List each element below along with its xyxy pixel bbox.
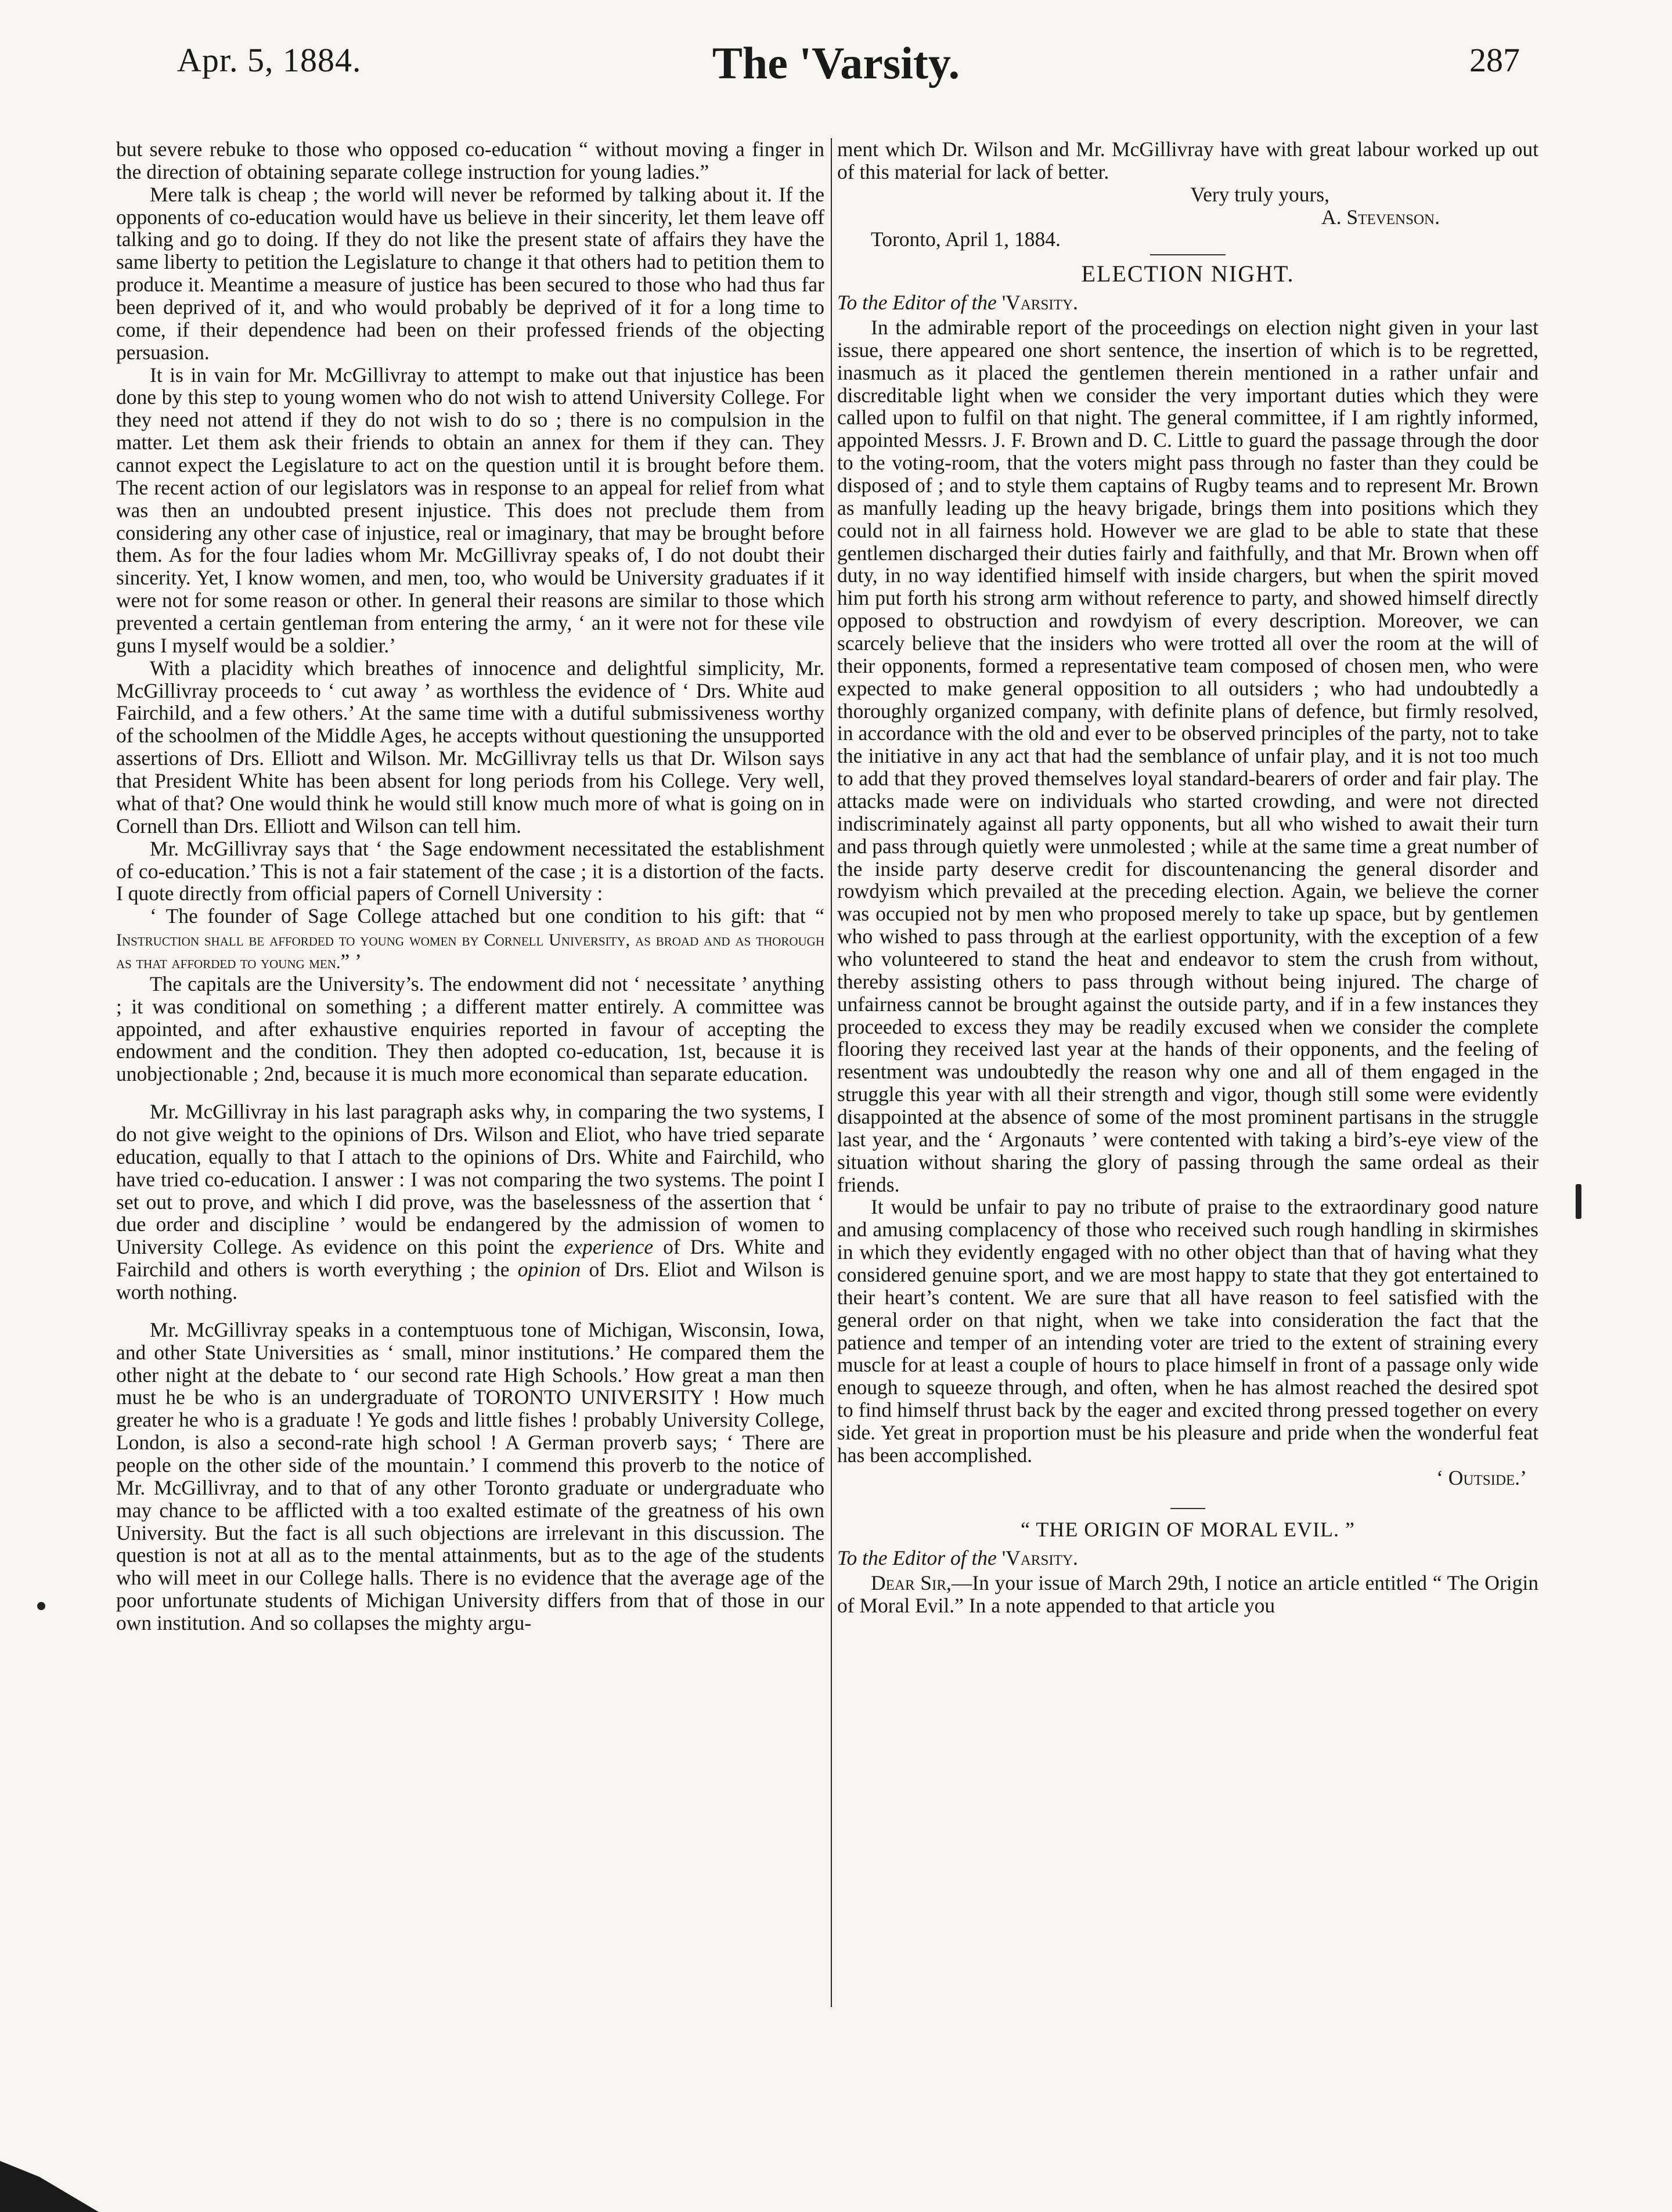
paragraph: It is in vain for Mr. McGillivray to attempt to make out that injustice has been done by this step to young women who do not wish to attend University College. For they need not attend if they do not wish to do so ; there is no compulsion in the matter. Let them ask their friends to obtain an annex for them if they can. They cannot expect the Legislature to act on the question until it is brought before them. The recent action of our legislators was in response to an appeal for relief from what was then an undoubted present injustice. This does not preclude them from considering any other case of injustice, real or imaginary, that may be brought before them. As for the four ladies whom Mr. McGillivray speaks of, I do not doubt their sincerity. Yet, I know women, and men, too, who would be University graduates if it were not for some reason or other. In general their reasons are similar to those which prevented a certain gentleman from entering the army, ‘ an it were not for these vile guns I myself would be a soldier.’ xyxy=(116,363,824,657)
paragraph: Mere talk is cheap ; the world will never be reformed by talking about it. If the opponents of co-education would have us believe in their sincerity, let them leave off talking and go to doing. If they do not like the present state of affairs they have the same liberty to petition the Legislature to change it that others had to petition them to produce it. Meantime a measure of justice has been secured to those who had thus far been deprived of it, and who would probably be deprived of it for a long time to come, if their dependence had been on their professed friends of the objecting persuasion. xyxy=(116,182,824,364)
newspaper-title: The 'Varsity. xyxy=(712,38,960,88)
emphasis: experience xyxy=(564,1235,654,1259)
signature: ‘ Outside.’ xyxy=(1436,1466,1527,1489)
editor-prefix: To the Editor of the xyxy=(837,291,1002,315)
paragraph xyxy=(837,1572,1538,1617)
text: —In your issue of March 29th, I notice an article entitled “ The Origin of Moral Evil.” In a note appended to that article you xyxy=(837,1571,1538,1617)
paper-name: 'Varsity. xyxy=(1001,1546,1078,1570)
spacer xyxy=(116,1304,824,1319)
ink-spot xyxy=(37,1602,45,1610)
article-heading: “ THE ORIGIN OF MORAL EVIL. ” xyxy=(1021,1517,1355,1541)
spacer xyxy=(116,1085,824,1100)
paragraph: Mr. McGillivray speaks in a contemptuous tone of Michigan, Wisconsin, Iowa, and other State Universities as ‘ small, minor institutions.’ He compared them the other night at the debate to ‘ our second rate High Schools.’ How great a man then must he be who is an undergraduate of TORONTO UNIVERSITY ! How much greater he who is a graduate ! Ye gods and little fishes ! probably University College, London, is also a second-rate high school ! A German proverb says; ‘ There are people on the other side of the mountain.’ I commend this proverb to the notice of Mr. McGillivray, and to that of any other Toronto graduate or undergraduate who may chance to be afflicted with a too exalted estimate of the greatness of his own University. But the fact is all such objections are irrelevant in this discussion. The question is not at all as to the mental attainments, but as to the age of the students who will meet in our College halls. There is no evidence that the average age of the poor unfortunate students of Michigan University differs from that of those in our own institution. And so collapses the mighty argu- xyxy=(116,1318,824,1634)
right-column xyxy=(837,138,1538,1617)
signature: A. Stevenson. xyxy=(1321,205,1440,229)
editor-line xyxy=(837,291,1538,314)
closing: Very truly yours, xyxy=(1190,182,1329,206)
page-number: 287 xyxy=(1469,41,1520,79)
text: Mr. McGillivray in his last paragraph asks why, in comparing the two systems, I do not give weight to the opinions of Drs. Wilson and Eliot, who have tried separate education, equally to that I attach to the opinions of Drs. White and Fairchild, who have tried co-education. I answer : I was not comparing the two systems. The point I set out to prove, and which I did prove, was the baselessness of the assertion that ‘ due order and discipline ’ would be endangered by the admission of women to University College. As evidence on this point the xyxy=(116,1100,824,1259)
paragraph xyxy=(116,1100,824,1304)
dateline: Toronto, April 1, 1884. xyxy=(871,228,1061,251)
page-corner-shadow xyxy=(0,2148,99,2212)
paper-name: 'Varsity. xyxy=(1001,291,1078,315)
salutation: Dear Sir, xyxy=(871,1571,952,1594)
section-rule xyxy=(1150,254,1226,255)
issue-date: Apr. 5, 1884. xyxy=(177,41,362,79)
editor-prefix: To the Editor of the xyxy=(837,1546,1002,1570)
quote-text: ‘ The founder of Sage College attached but one condition to his gift: that “ xyxy=(150,904,824,928)
paragraph: In the admirable report of the proceedings on election night given in your last issue, there appeared one short sentence, the insertion of which is to be regretted, inasmuch as it placed the gentlemen therein mentioned in a rather unfair and discreditable light when we consider the very important duties which they were called upon to fulfil on that night. The general committee, if I am rightly informed, appointed Messrs. J. F. Brown and D. C. Little to guard the passage through the door to the voting-room, that the voters might pass through no faster than they could be disposed of ; and to style them captains of Rugby teams and to represent Mr. Brown as manfully leading up the heavy brigade, brings them into positions which they could not in all fairness hold. However we are glad to be able to state that these gentlemen discharged their duties fairly and faithfully, and that Mr. Brown when off duty, in no way identified himself with inside chargers, but when the spirit moved him put forth his strong arm without reference to party, and showed himself directly opposed to obstruction and rowdyism of every description. Moreover, we can scarcely believe that the insiders who were trotted all over the room at the will of their opponents, formed a representative team composed of chosen men, who were expected to make general opposition to all outsiders ; who had undoubtedly a thoroughly organized company, with definite plans of defence, but firmly resolved, in accordance with the old and ever to be observed principles of the party, not to take the initiative in any act that had the semblance of unfair play, and it is not too much to add that they proved themselves loyal standard-bearers of order and fair play. The attacks made were on individuals who started crowding, and were not directed indiscriminately against all party opponents, but all who wished to await their turn and pass through quietly were unmolested ; while at the same time a great number of the inside party deserve credit for discountenancing the general disorder and rowdyism which prevailed at the preceding election. Again, we believe the corner was occupied not by men who proposed merely to take up space, but by gentlemen who wished to pass through at the earliest opportunity, with the exception of a few who volunteered to stand the heat and endeavor to stem the crush from without, thereby assisting others to pass through without being injured. The charge of unfairness cannot be brought against the outside party, and if in a few instances they proceeded to excess they may be readily excused when we consider the complete flooring they received last year at the hands of their opponents, and the feeling of resentment was undoubtedly the reason why one and all of them engaged in the struggle this year with all their strength and vigor, though still some were evidently disappointed at the absence of some of the most prominent partisans in the struggle last year, and the ‘ Argonauts ’ were contented with taking a bird’s-eye view of the situation without sharing the glory of passing through the same ordeal as their friends. xyxy=(837,315,1538,1196)
quote-close: ” ’ xyxy=(340,949,362,973)
paragraph: The capitals are the University’s. The endowment did not ‘ necessitate ’ anything ; it was conditional on something ; a different matter entirely. A committee was appointed, and after exhaustive enquiries reported in favour of accepting the endowment and the condition. They then adopted co-education, 1st, because it is unobjectionable ; 2nd, because it is much more economical than separate education. xyxy=(116,972,824,1086)
quote-capitals: Instruction shall be afforded to young women by Cornell University, as broad and as thorough as that afforded to young men. xyxy=(116,930,824,972)
masthead xyxy=(0,38,1672,116)
column-divider xyxy=(831,138,832,2007)
paragraph: Mr. McGillivray says that ‘ the Sage endowment necessitated the establishment of co-education.’ This is not a fair statement of the case ; it is a distortion of the facts. I quote directly from official papers of Cornell University : xyxy=(116,836,824,905)
left-column xyxy=(116,138,824,1634)
quotation xyxy=(116,905,824,973)
text: of Drs. Eliot and Wilson is worth nothing. xyxy=(116,1258,824,1304)
editor-line xyxy=(837,1547,1538,1569)
article-heading: ELECTION NIGHT. xyxy=(1081,261,1295,287)
paragraph: but severe rebuke to those who opposed co-education “ without moving a finger in the direction of obtaining separate college instruction for young ladies.” xyxy=(116,138,824,183)
paragraph: With a placidity which breathes of innocence and delightful simplicity, Mr. McGillivray proceeds to ‘ cut away ’ as worthless the evidence of ‘ Drs. White aud Fairchild, and a few others.’ At the same time with a dutiful submissiveness worthy of the schoolmen of the Middle Ages, he accepts without questioning the unsupported assertions of Drs. Elliott and Wilson. Mr. McGillivray tells us that Dr. Wilson says that President White has been absent for long periods from his College. Very well, what of that? One would think he would still know much more of what is going on in Cornell than Drs. Elliott and Wilson can tell him. xyxy=(116,656,824,838)
paragraph: It would be unfair to pay no tribute of praise to the extraordinary good nature and amusing complacency of those who received such rough handling in skirmishes in which they evidently engaged with no other object than that of having what they considered genuine sport, and we are most happy to state that they got entertained to their heart’s content. We are sure that all have reason to feel satisfied with the general order on that night, when we take into consideration the fact that the patience and temper of an intending voter are tried to the extent of straining every muscle for at least a couple of hours to place himself in front of a passage only wide enough to squeeze through, and often, when he has almost reached the desired spot to find himself thrust back by the eager and excited throng pressed together on every side. Yet great in proportion must be his pleasure and pride when the wonderful feat has been accomplished. xyxy=(837,1195,1538,1467)
emphasis: opinion xyxy=(517,1258,581,1282)
ink-spot xyxy=(1576,1184,1581,1219)
section-rule xyxy=(1170,1508,1205,1509)
paragraph: ment which Dr. Wilson and Mr. McGillivray have with great labour worked up out of this material for lack of better. xyxy=(837,138,1538,183)
text: of Drs. White and Fairchild and others is worth everything ; the xyxy=(116,1235,825,1282)
spacer xyxy=(837,1489,1538,1504)
